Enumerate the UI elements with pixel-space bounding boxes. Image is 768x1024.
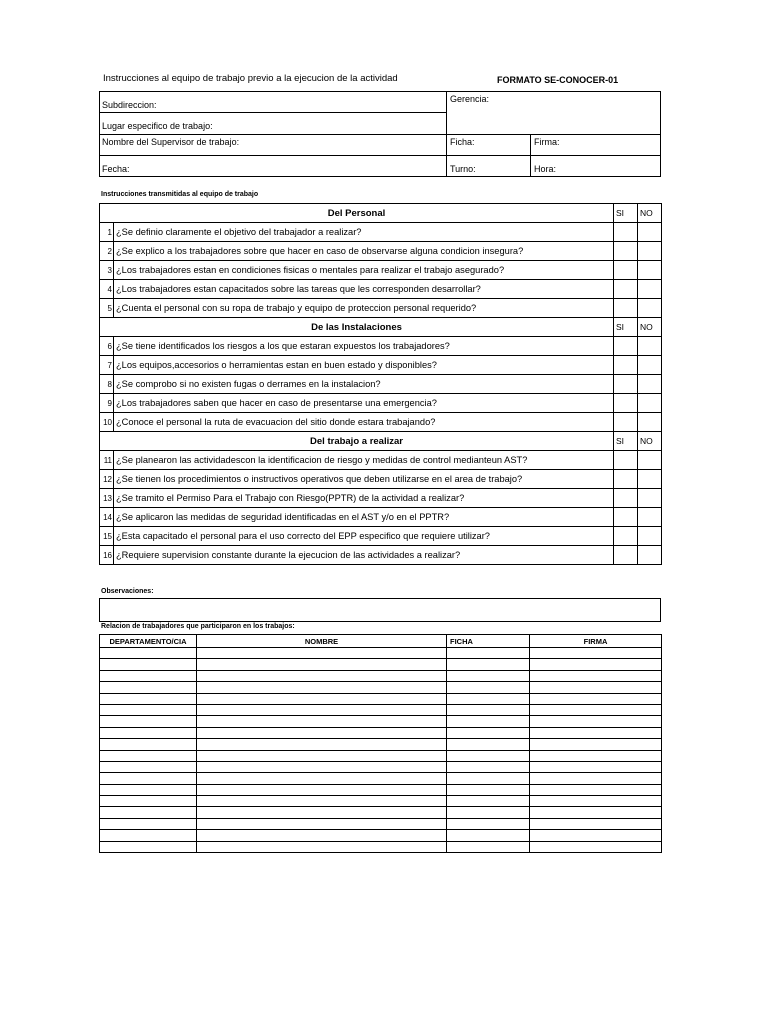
gerencia-label: Gerencia: xyxy=(450,94,490,104)
firma-cell[interactable] xyxy=(530,659,662,670)
question-number: 11 xyxy=(100,451,114,470)
firma-cell[interactable] xyxy=(530,682,662,693)
departamento-cell[interactable] xyxy=(100,807,197,818)
ficha-cell[interactable] xyxy=(447,818,530,829)
ficha-cell[interactable] xyxy=(447,704,530,715)
firma-cell[interactable] xyxy=(530,841,662,852)
departamento-cell[interactable] xyxy=(100,784,197,795)
nombre-cell[interactable] xyxy=(197,830,447,841)
worker-row xyxy=(100,704,662,715)
no-cell[interactable] xyxy=(638,299,662,318)
no-cell[interactable] xyxy=(638,527,662,546)
firma-cell[interactable] xyxy=(530,739,662,750)
nombre-cell[interactable] xyxy=(197,773,447,784)
no-header: NO xyxy=(638,432,662,451)
ficha-cell[interactable] xyxy=(447,841,530,852)
si-header: SI xyxy=(614,318,638,337)
nombre-cell[interactable] xyxy=(197,716,447,727)
firma-cell[interactable] xyxy=(530,750,662,761)
hora-label: Hora: xyxy=(534,164,557,174)
section-title: De las Instalaciones xyxy=(100,318,614,337)
question-row xyxy=(100,451,662,470)
question-row xyxy=(100,508,662,527)
lugar-label: Lugar especifico de trabajo: xyxy=(102,121,213,131)
worker-row xyxy=(100,818,662,829)
ficha-cell[interactable] xyxy=(447,648,530,659)
col-ficha: FICHA xyxy=(447,635,530,648)
question-number: 5 xyxy=(100,299,114,318)
departamento-cell[interactable] xyxy=(100,750,197,761)
nombre-cell[interactable] xyxy=(197,796,447,807)
turno-label: Turno: xyxy=(450,164,476,174)
ficha-cell[interactable] xyxy=(447,773,530,784)
no-header: NO xyxy=(638,318,662,337)
question-row xyxy=(100,356,662,375)
nombre-cell[interactable] xyxy=(197,750,447,761)
question-number: 10 xyxy=(100,413,114,432)
question-text: ¿Requiere supervision constante durante la ejecucion de las actividades a realizar? xyxy=(114,546,614,565)
no-cell[interactable] xyxy=(638,356,662,375)
divider xyxy=(100,112,446,113)
departamento-cell[interactable] xyxy=(100,739,197,750)
no-cell[interactable] xyxy=(638,261,662,280)
si-cell[interactable] xyxy=(614,280,638,299)
divider xyxy=(530,134,531,176)
question-row xyxy=(100,489,662,508)
nombre-cell[interactable] xyxy=(197,670,447,681)
no-cell[interactable] xyxy=(638,242,662,261)
worker-row xyxy=(100,841,662,852)
worker-row xyxy=(100,716,662,727)
departamento-cell[interactable] xyxy=(100,773,197,784)
question-text: ¿Los trabajadores estan capacitados sobre las tareas que les corresponden desarrollar? xyxy=(114,280,614,299)
firma-cell[interactable] xyxy=(530,704,662,715)
worker-row xyxy=(100,739,662,750)
section-header-row xyxy=(100,318,662,337)
departamento-cell[interactable] xyxy=(100,830,197,841)
si-cell[interactable] xyxy=(614,337,638,356)
departamento-cell[interactable] xyxy=(100,716,197,727)
question-text: ¿Se tiene identificados los riesgos a los que estaran expuestos los trabajadores? xyxy=(114,337,614,356)
no-cell[interactable] xyxy=(638,413,662,432)
ficha-cell[interactable] xyxy=(447,830,530,841)
info-box xyxy=(99,91,661,177)
firma-cell[interactable] xyxy=(530,670,662,681)
firma-cell[interactable] xyxy=(530,807,662,818)
question-number: 14 xyxy=(100,508,114,527)
ficha-cell[interactable] xyxy=(447,807,530,818)
firma-cell[interactable] xyxy=(530,716,662,727)
worker-row xyxy=(100,659,662,670)
question-row xyxy=(100,299,662,318)
firma-cell[interactable] xyxy=(530,818,662,829)
question-text: ¿Se comprobo si no existen fugas o derrames en la instalacion? xyxy=(114,375,614,394)
firma-cell[interactable] xyxy=(530,796,662,807)
question-text: ¿Esta capacitado el personal para el uso correcto del EPP especifico que requiere utilizar? xyxy=(114,527,614,546)
firma-cell[interactable] xyxy=(530,830,662,841)
divider xyxy=(100,155,660,156)
question-text: ¿Los trabajadores saben que hacer en caso de presentarse una emergencia? xyxy=(114,394,614,413)
ficha-cell[interactable] xyxy=(447,739,530,750)
section-title: Del trabajo a realizar xyxy=(100,432,614,451)
ficha-cell[interactable] xyxy=(447,659,530,670)
instructions-label: Instrucciones transmitidas al equipo de trabajo xyxy=(101,191,259,198)
si-cell[interactable] xyxy=(614,394,638,413)
ficha-cell[interactable] xyxy=(447,727,530,738)
departamento-cell[interactable] xyxy=(100,841,197,852)
si-cell[interactable] xyxy=(614,261,638,280)
no-cell[interactable] xyxy=(638,375,662,394)
question-number: 2 xyxy=(100,242,114,261)
section-title: Del Personal xyxy=(100,204,614,223)
ficha-cell[interactable] xyxy=(447,796,530,807)
si-header: SI xyxy=(614,432,638,451)
question-text: ¿Conoce el personal la ruta de evacuacion del sitio donde estara trabajando? xyxy=(114,413,614,432)
departamento-cell[interactable] xyxy=(100,761,197,772)
question-text: ¿Los trabajadores estan en condiciones fisicas o mentales para realizar el trabajo asegurado? xyxy=(114,261,614,280)
question-text: ¿Se tienen los procedimientos o instructivos operativos que deben utilizarse en el area de trabajo? xyxy=(114,470,614,489)
nombre-cell[interactable] xyxy=(197,807,447,818)
si-cell[interactable] xyxy=(614,356,638,375)
workers-table xyxy=(99,634,662,853)
worker-row xyxy=(100,693,662,704)
question-row xyxy=(100,242,662,261)
subdireccion-label: Subdireccion: xyxy=(102,100,157,110)
question-number: 8 xyxy=(100,375,114,394)
question-text: ¿Se definio claramente el objetivo del trabajador a realizar? xyxy=(114,223,614,242)
worker-row xyxy=(100,670,662,681)
firma-cell[interactable] xyxy=(530,648,662,659)
firma-cell[interactable] xyxy=(530,693,662,704)
departamento-cell[interactable] xyxy=(100,796,197,807)
nombre-cell[interactable] xyxy=(197,648,447,659)
departamento-cell[interactable] xyxy=(100,727,197,738)
ficha-cell[interactable] xyxy=(447,761,530,772)
si-cell[interactable] xyxy=(614,375,638,394)
ficha-cell[interactable] xyxy=(447,716,530,727)
nombre-cell[interactable] xyxy=(197,682,447,693)
ficha-cell[interactable] xyxy=(447,693,530,704)
no-cell[interactable] xyxy=(638,280,662,299)
firma-label: Firma: xyxy=(534,137,560,147)
question-row xyxy=(100,546,662,565)
si-cell[interactable] xyxy=(614,451,638,470)
question-number: 12 xyxy=(100,470,114,489)
question-row xyxy=(100,375,662,394)
nombre-cell[interactable] xyxy=(197,739,447,750)
question-number: 7 xyxy=(100,356,114,375)
nombre-cell[interactable] xyxy=(197,693,447,704)
si-cell[interactable] xyxy=(614,527,638,546)
si-cell[interactable] xyxy=(614,489,638,508)
question-number: 13 xyxy=(100,489,114,508)
col-firma: FIRMA xyxy=(530,635,662,648)
question-text: ¿Cuenta el personal con su ropa de trabajo y equipo de proteccion personal requerido? xyxy=(114,299,614,318)
question-text: ¿Se aplicaron las medidas de seguridad identificadas en el AST y/o en el PPTR? xyxy=(114,508,614,527)
si-cell[interactable] xyxy=(614,299,638,318)
observations-label: Observaciones: xyxy=(101,588,154,595)
nombre-cell[interactable] xyxy=(197,761,447,772)
nombre-cell[interactable] xyxy=(197,818,447,829)
nombre-cell[interactable] xyxy=(197,704,447,715)
si-cell[interactable] xyxy=(614,223,638,242)
question-row xyxy=(100,470,662,489)
si-cell[interactable] xyxy=(614,242,638,261)
question-row xyxy=(100,413,662,432)
observations-box[interactable] xyxy=(99,598,661,622)
question-text: ¿Se tramito el Permiso Para el Trabajo con Riesgo(PPTR) de la actividad a realizar? xyxy=(114,489,614,508)
no-cell[interactable] xyxy=(638,470,662,489)
question-number: 1 xyxy=(100,223,114,242)
fecha-label: Fecha: xyxy=(102,164,130,174)
worker-row xyxy=(100,830,662,841)
worker-row xyxy=(100,682,662,693)
firma-cell[interactable] xyxy=(530,784,662,795)
question-row xyxy=(100,337,662,356)
si-header: SI xyxy=(614,204,638,223)
col-nombre: NOMBRE xyxy=(197,635,447,648)
divider xyxy=(100,134,660,135)
worker-row xyxy=(100,784,662,795)
worker-row xyxy=(100,727,662,738)
firma-cell[interactable] xyxy=(530,773,662,784)
departamento-cell[interactable] xyxy=(100,682,197,693)
question-number: 6 xyxy=(100,337,114,356)
worker-row xyxy=(100,750,662,761)
supervisor-label: Nombre del Supervisor de trabajo: xyxy=(102,137,240,147)
question-row xyxy=(100,261,662,280)
si-cell[interactable] xyxy=(614,413,638,432)
worker-row xyxy=(100,773,662,784)
checklist-table xyxy=(99,203,662,565)
worker-row xyxy=(100,648,662,659)
question-row xyxy=(100,223,662,242)
question-row xyxy=(100,527,662,546)
question-number: 4 xyxy=(100,280,114,299)
section-header-row xyxy=(100,432,662,451)
departamento-cell[interactable] xyxy=(100,670,197,681)
si-cell[interactable] xyxy=(614,508,638,527)
departamento-cell[interactable] xyxy=(100,648,197,659)
question-number: 16 xyxy=(100,546,114,565)
nombre-cell[interactable] xyxy=(197,784,447,795)
no-cell[interactable] xyxy=(638,337,662,356)
departamento-cell[interactable] xyxy=(100,659,197,670)
departamento-cell[interactable] xyxy=(100,704,197,715)
nombre-cell[interactable] xyxy=(197,659,447,670)
question-number: 15 xyxy=(100,527,114,546)
section-header-row xyxy=(100,204,662,223)
format-code: FORMATO SE-CONOCER-01 xyxy=(497,75,619,85)
nombre-cell[interactable] xyxy=(197,841,447,852)
si-cell[interactable] xyxy=(614,470,638,489)
no-cell[interactable] xyxy=(638,394,662,413)
departamento-cell[interactable] xyxy=(100,818,197,829)
divider xyxy=(446,92,447,176)
no-header: NO xyxy=(638,204,662,223)
no-cell[interactable] xyxy=(638,223,662,242)
question-number: 3 xyxy=(100,261,114,280)
firma-cell[interactable] xyxy=(530,727,662,738)
departamento-cell[interactable] xyxy=(100,693,197,704)
question-text: ¿Se planearon las actividadescon la identificacion de riesgo y medidas de control medianteun AST? xyxy=(114,451,614,470)
worker-row xyxy=(100,796,662,807)
ficha-cell[interactable] xyxy=(447,750,530,761)
question-text: ¿Se explico a los trabajadores sobre que hacer en caso de observarse alguna condicion insegura? xyxy=(114,242,614,261)
ficha-cell[interactable] xyxy=(447,670,530,681)
ficha-label: Ficha: xyxy=(450,137,475,147)
nombre-cell[interactable] xyxy=(197,727,447,738)
ficha-cell[interactable] xyxy=(447,784,530,795)
question-number: 9 xyxy=(100,394,114,413)
question-text: ¿Los equipos,accesorios o herramientas estan en buen estado y disponibles? xyxy=(114,356,614,375)
no-cell[interactable] xyxy=(638,508,662,527)
worker-row xyxy=(100,761,662,772)
workers-label: Relacion de trabajadores que participaron en los trabajos: xyxy=(101,623,295,630)
si-cell[interactable] xyxy=(614,546,638,565)
question-row xyxy=(100,394,662,413)
no-cell[interactable] xyxy=(638,546,662,565)
no-cell[interactable] xyxy=(638,451,662,470)
ficha-cell[interactable] xyxy=(447,682,530,693)
col-departamento: DEPARTAMENTO/CIA xyxy=(100,635,197,648)
question-row xyxy=(100,280,662,299)
firma-cell[interactable] xyxy=(530,761,662,772)
worker-row xyxy=(100,807,662,818)
no-cell[interactable] xyxy=(638,489,662,508)
form-title: Instrucciones al equipo de trabajo previo a la ejecucion de la actividad xyxy=(103,73,398,84)
